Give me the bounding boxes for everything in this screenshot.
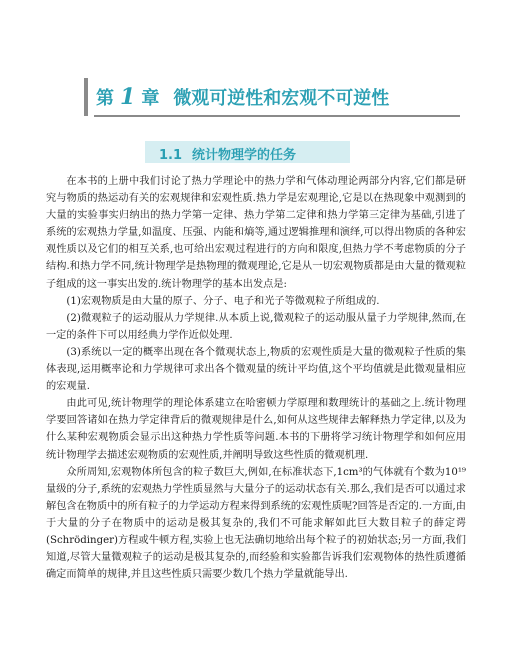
chapter-title-text: 微观可逆性和宏观不可逆性 [173,88,390,109]
section-number: 1.1 [159,148,183,163]
section-title-text: 统计物理学的任务 [192,148,297,163]
paragraph-intro: 在本书的上册中我们讨论了热力学理论中的热力学和气体动理论两部分内容,它们都是研究与物质的热运动有关的宏观规律和宏观性质.热力学是宏观理论,它是以在热现象中观测到的大量的实验事实归纳出的热力学第一定律、热力学第二定律和热力学第三定律为基础,引进了系统的宏观热力学量,如温度、压强、内能和熵等,通过逻辑推理和演绎,可以得出物质的各种宏观性质以及它们的相互关系,也可给出宏观过程进行的方向和限度,但热力学不考虑物质的分子结构.和热力学不同,统计物理学是热物理的微观理论,它是从一切宏观物质都是由大量的微观粒子组成的这一事实出发的.统计物理学的基本出发点是: [46,176,466,290]
chapter-rule [94,115,460,117]
chapter-suffix: 章 [141,88,160,109]
section-title [159,144,296,163]
paragraph-summary: 由此可见,统计物理学的理论体系建立在哈密顿力学原理和数理统计的基础之上.统计物理学要回答诸如在热力学定律背后的微观规律是什么,如何从这些规律去解释热力学定律,以及为什么某种宏观物质会显示出这种热力学性质等问题.本书的下册将学习统计物理学和如何应用统计物理学去描述宏观物质的宏观性质,并阐明导致这些性质的微观机理. [46,398,466,461]
paragraph-particles: 众所周知,宏观物体所包含的粒子数巨大,例如,在标准状态下,1cm³的气体就有个数为10¹⁹量级的分子,系统的宏观热力学性质显然与大量分子的运动状态有关.那么,我们是否可以通过求解包含在物质中的所有粒子的力学运动方程来得到系统的宏观性质呢?回答是否定的.一方面,由于大量的分子在物质中的运动是极其复杂的,我们不可能求解如此巨大数目粒子的薛定谔(Schrödinger)方程或牛顿方程,实验上也无法确切地给出每个粒子的初始状态;另一方面,我们知道,尽管大量微观粒子的运动是极其复杂的,而经验和实验都告诉我们宏观物体的热性质遵循确定而简单的规律,并且这些性质只需要少数几个热力学量就能导出. [46,466,466,581]
chapter-bar [84,78,88,116]
section-heading [145,141,350,163]
paragraph-point-2: (2)微观粒子的运动服从力学规律.从本质上说,微观粒子的运动服从量子力学规律,然而,在一定的条件下可以用经典力学作近似处理. [46,312,466,341]
paragraph-point-3: (3)系统以一定的概率出现在各个微观状态上,物质的宏观性质是大量的微观粒子性质的集体表现,运用概率论和力学规律可求出各个微观量的统计平均值,这个平均值就是此微观量相应的宏观量. [46,346,466,393]
chapter-heading [84,76,460,118]
chapter-number: 1 [120,84,136,110]
body-text [46,173,466,583]
chapter-prefix: 第 [96,88,114,109]
paragraph-point-1: (1)宏观物质是由大量的原子、分子、电子和光子等微观粒子所组成的. [66,295,380,307]
chapter-title [96,84,389,110]
